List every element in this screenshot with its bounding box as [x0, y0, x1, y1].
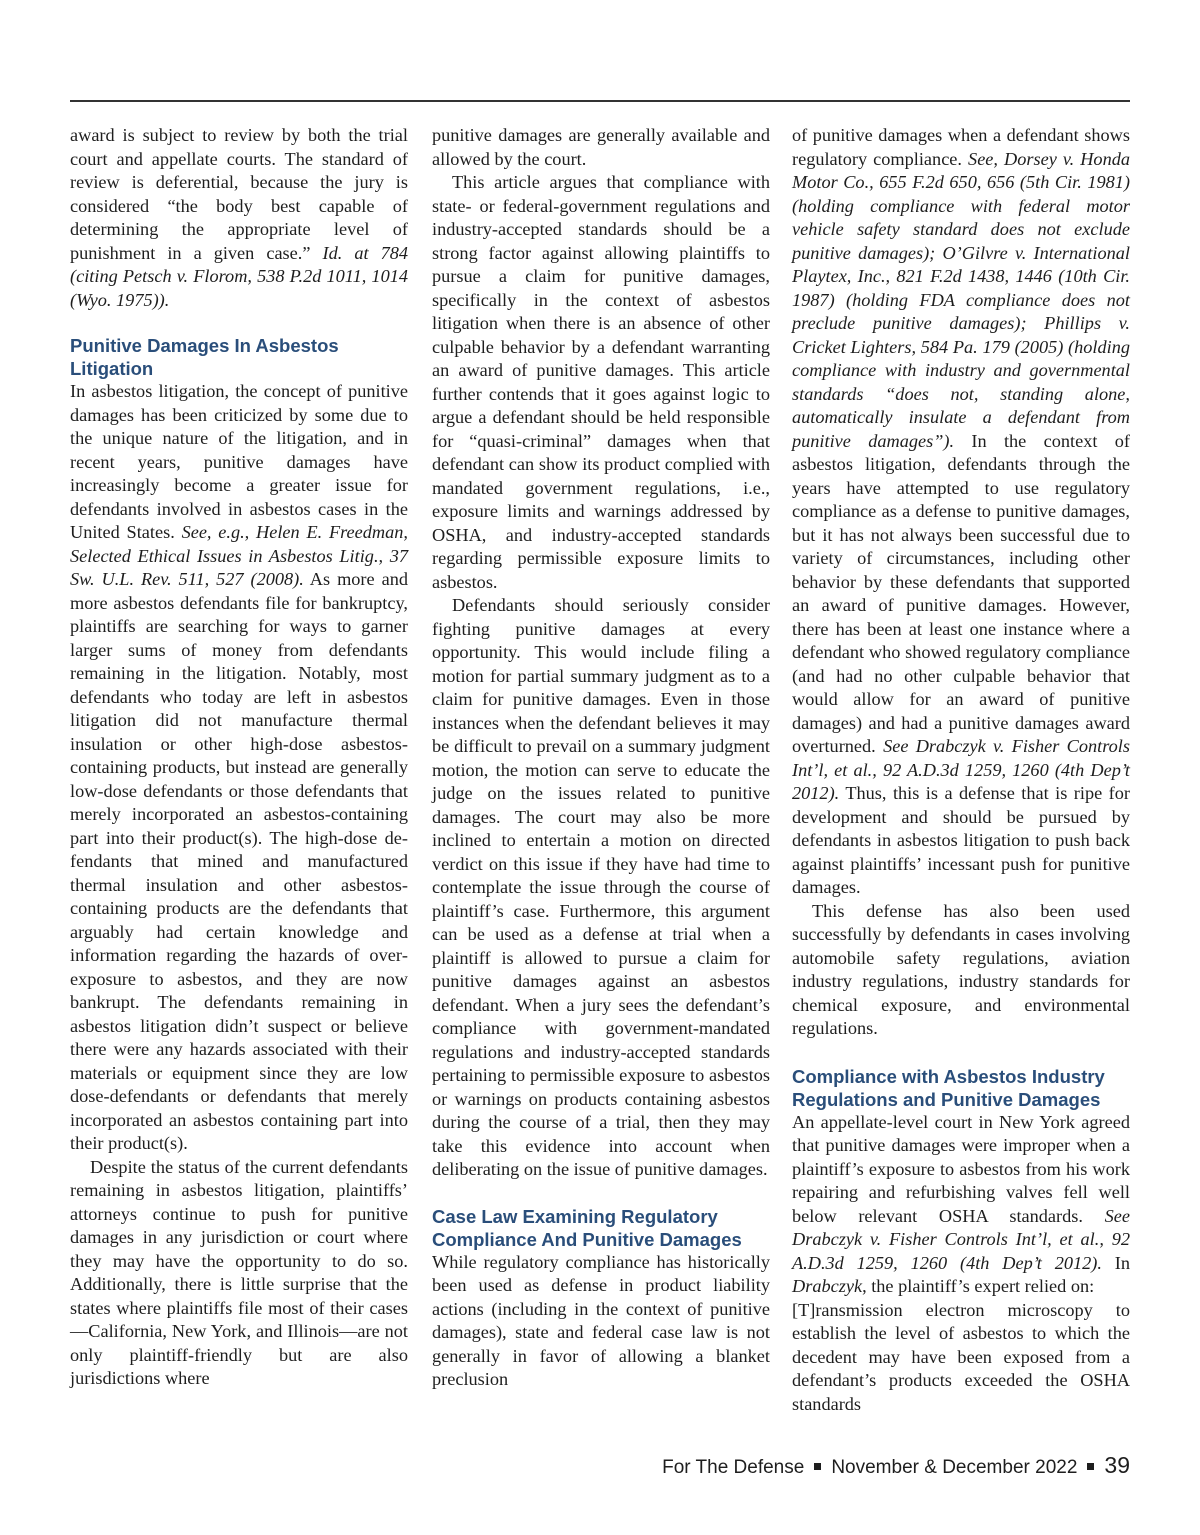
paragraph: Defendants should seriously consider fighting punitive damages at every opportunity. This would include filing a motion for partial summary judgment as to a claim for punitive damages. Even in those instances when the defendant believes it may be difficult to prevail on a summary judgment motion, the motion can serve to educate the judge on the issues related to punitive damages. The court may also be more inclined to entertain a motion on directed verdict on this issue if they have had time to contemplate the issue through the course of plaintiff’s case. Furthermore, this argument can be used as a defense at trial when a plaintiff is allowed to pursue a claim for punitive damages against an asbestos defendant. When a jury sees the defendant’s compliance with government-mandated regulations and industry-accepted standards pertaining to permissible exposure to asbestos or warnings on products containing asbestos during the course of a trial, then they may take this evidence into account when deliberating on the issue of punitive damages.: [432, 595, 770, 1179]
issue-date: November & December 2022: [831, 1457, 1078, 1478]
paragraph: This defense has also been used successfully by defendants in cases involving automobile safety regulations, aviation industry regulations, industry standards for chemical exposure, and environmental regulations.: [792, 900, 1130, 1038]
paragraph: punitive damages are generally available and allowed by the court.: [432, 125, 770, 169]
paragraph: An appellate-level court in New York agreed that punitive damages were improper when a plaintiff’s exposure to asbestos from his work repairing and refurbishing valves fell well below relevant OSHA standards. See Drabczyk v. Fisher Controls Int’l, et al., 92 A.D.3d 1259, 1260 (4th Dep’t 2012). In Drabczyk, the plaintiff’s expert relied on:: [792, 1111, 1130, 1296]
case-name: Drabczyk: [792, 1276, 863, 1296]
block-quote: [T]ransmission electron microscopy to establish the level of asbestos to which the decedent may have been exposed from a defendant’s products exceeded the OSHA standards: [792, 1299, 1130, 1414]
column-1: [70, 124, 408, 1391]
paragraph: Despite the status of the current defendants remaining in asbestos litigation, plaintiffs’ attorneys continue to push for punitive damages in any jurisdiction or court where they may have the opportunity to do so. Additionally, there is little surprise that the states where plaintiffs file most of their cases—California, New York, and Illinois—are not only plaintiff-friendly but are also jurisdictions where: [70, 1156, 408, 1388]
paragraph: In asbestos litigation, the concept of punitive damages has been criticized by some due to the unique nature of the litigation, and in recent years, punitive damages have increasingly become a greater issue for defendants involved in asbestos cases in the United States. See, e.g., Helen E. Freedman, Selected Ethical Issues in Asbestos Litig., 37 Sw. U.L. Rev. 511, 527 (2008). As more and more asbestos defendants file for bankruptcy, plaintiffs are searching for ways to garner larger sums of money from defendants remaining in the litigation. Notably, most defendants who today are left in asbestos litigation did not manufacture thermal insulation or other high-dose asbestos-containing products, but instead are generally low-dose defendants or those defendants that merely incorporated an asbestos-containing part into their product(s). The high-dose defendants that mined and manufactured thermal insulation and other asbestos-containing products are the defendants that arguably had certain knowledge and information regarding the hazards of overexposure to asbestos, and they are now bankrupt. The defendants remaining in asbestos litigation didn’t suspect or believe there were any hazards associated with their materials or equipment since they are low dose-defendants or defendants that merely incorporated an asbestos containing part into their product(s).: [70, 381, 408, 1153]
paragraph: of punitive damages when a defendant shows regulatory compliance. See, Dorsey v. Honda Motor Co., 655 F.2d 650, 656 (5th Cir. 1981) (holding compliance with federal motor vehicle safety standard does not exclude punitive damages); O’Gilvre v. International Playtex, Inc., 821 F.2d 1438, 1446 (10th Cir. 1987) (holding FDA compliance does not preclude punitive damages); Phillips v. Cricket Lighters, 584 Pa. 179 (2005) (holding compliance with industry and governmental standards “does not, standing alone, automatically insulate a defendant from punitive damages”). In the context of asbestos litigation, defendants through the years have attempted to use regulatory compliance as a defense to punitive damages, but it has not always been successful due to variety of circumstances, including other behavior by these defendants that supported an award of punitive damages. However, there has been at least one instance where a defendant who showed regulatory compliance (and had no other culpable behavior that would allow for an award of punitive damages) and had a punitive damages award overturned. See Drabczyk v. Fisher Controls Int’l, et al., 92 A.D.3d 1259, 1260 (4th Dep’t 2012). Thus, this is a defense that is ripe for development and should be pursued by defendants in asbestos litigation to push back against plaintiffs’ incessant push for punitive damages.: [792, 125, 1130, 897]
column-3: [792, 124, 1130, 1416]
column-2: [432, 124, 770, 1392]
page-footer: [662, 1452, 1130, 1479]
section-heading: Punitive Damages In Asbestos Litigation: [70, 335, 339, 379]
citation: Id. at 784 (citing Petsch v. Florom, 538 P.2d 1011, 1014 (Wyo. 1975)).: [70, 242, 408, 310]
bullet-separator-icon: [1087, 1463, 1094, 1470]
paragraph: While regulatory compliance has historically been used as defense in product liability actions (including in the context of punitive damages), state and federal case law is not generally in favor of allowing a blanket preclusion: [432, 1251, 770, 1389]
paragraph: This article argues that compliance with state- or federal-government regulations and industry-accepted standards should be a strong factor against allowing plaintiffs to pursue a claim for punitive damages, specifically in the context of asbestos litigation when there is an absence of other culpable behavior by a defendant warranting an award of punitive damages. This article further contends that it goes against logic to argue a defendant should be held responsible for “quasi-criminal” damages when that defendant can show its product complied with mandated government regulations, i.e., exposure limits and warnings addressed by OSHA, and industry-accepted standards regarding permissible exposure limits to asbestos.: [432, 172, 770, 592]
citation: See Drabczyk v. Fisher Controls Int’l, et al., 92 A.D.3d 1259, 1260 (4th Dep’t 2012).: [792, 1205, 1130, 1273]
section-heading: Compliance with Asbestos Industry Regulations and Punitive Damages: [792, 1065, 1105, 1110]
publication-name: For The Defense: [662, 1457, 805, 1478]
page-number: 39: [1104, 1452, 1130, 1478]
citation: See Drabczyk v. Fisher Controls Int’l, et al., 92 A.D.3d 1259, 1260 (4th Dep’t 2012).: [792, 736, 1130, 803]
section-heading: Case Law Examining Regulatory Compliance And Punitive Damages: [432, 1205, 742, 1250]
paragraph: award is subject to review by both the trial court and appellate courts. The standard of review is deferential, because the jury is considered “the body best capable of determining the appropriate level of punishment in a given case.” Id. at 784 (citing Petsch v. Florom, 538 P.2d 1011, 1014 (Wyo. 1975)).: [70, 125, 408, 310]
top-rule-divider: [70, 100, 1130, 102]
bullet-separator-icon: [814, 1463, 821, 1470]
citation: See, e.g., Helen E. Freedman, Selected Ethical Issues in Asbestos Litig., 37 Sw. U.L. Rev. 511, 527 (2008).: [70, 522, 408, 589]
citation: See, Dorsey v. Honda Motor Co., 655 F.2d 650, 656 (5th Cir. 1981) (holding compliance with federal motor vehicle safety standard does not exclude punitive damages); O’Gilvre v. International Playtex, Inc., 821 F.2d 1438, 1446 (10th Cir. 1987) (holding FDA compliance does not preclude punitive damages); Phillips v. Cricket Lighters, 584 Pa. 179 (2005) (holding compliance with industry and governmental standards “does not, standing alone, automatically insulate a defendant from punitive damages”).: [792, 148, 1130, 451]
